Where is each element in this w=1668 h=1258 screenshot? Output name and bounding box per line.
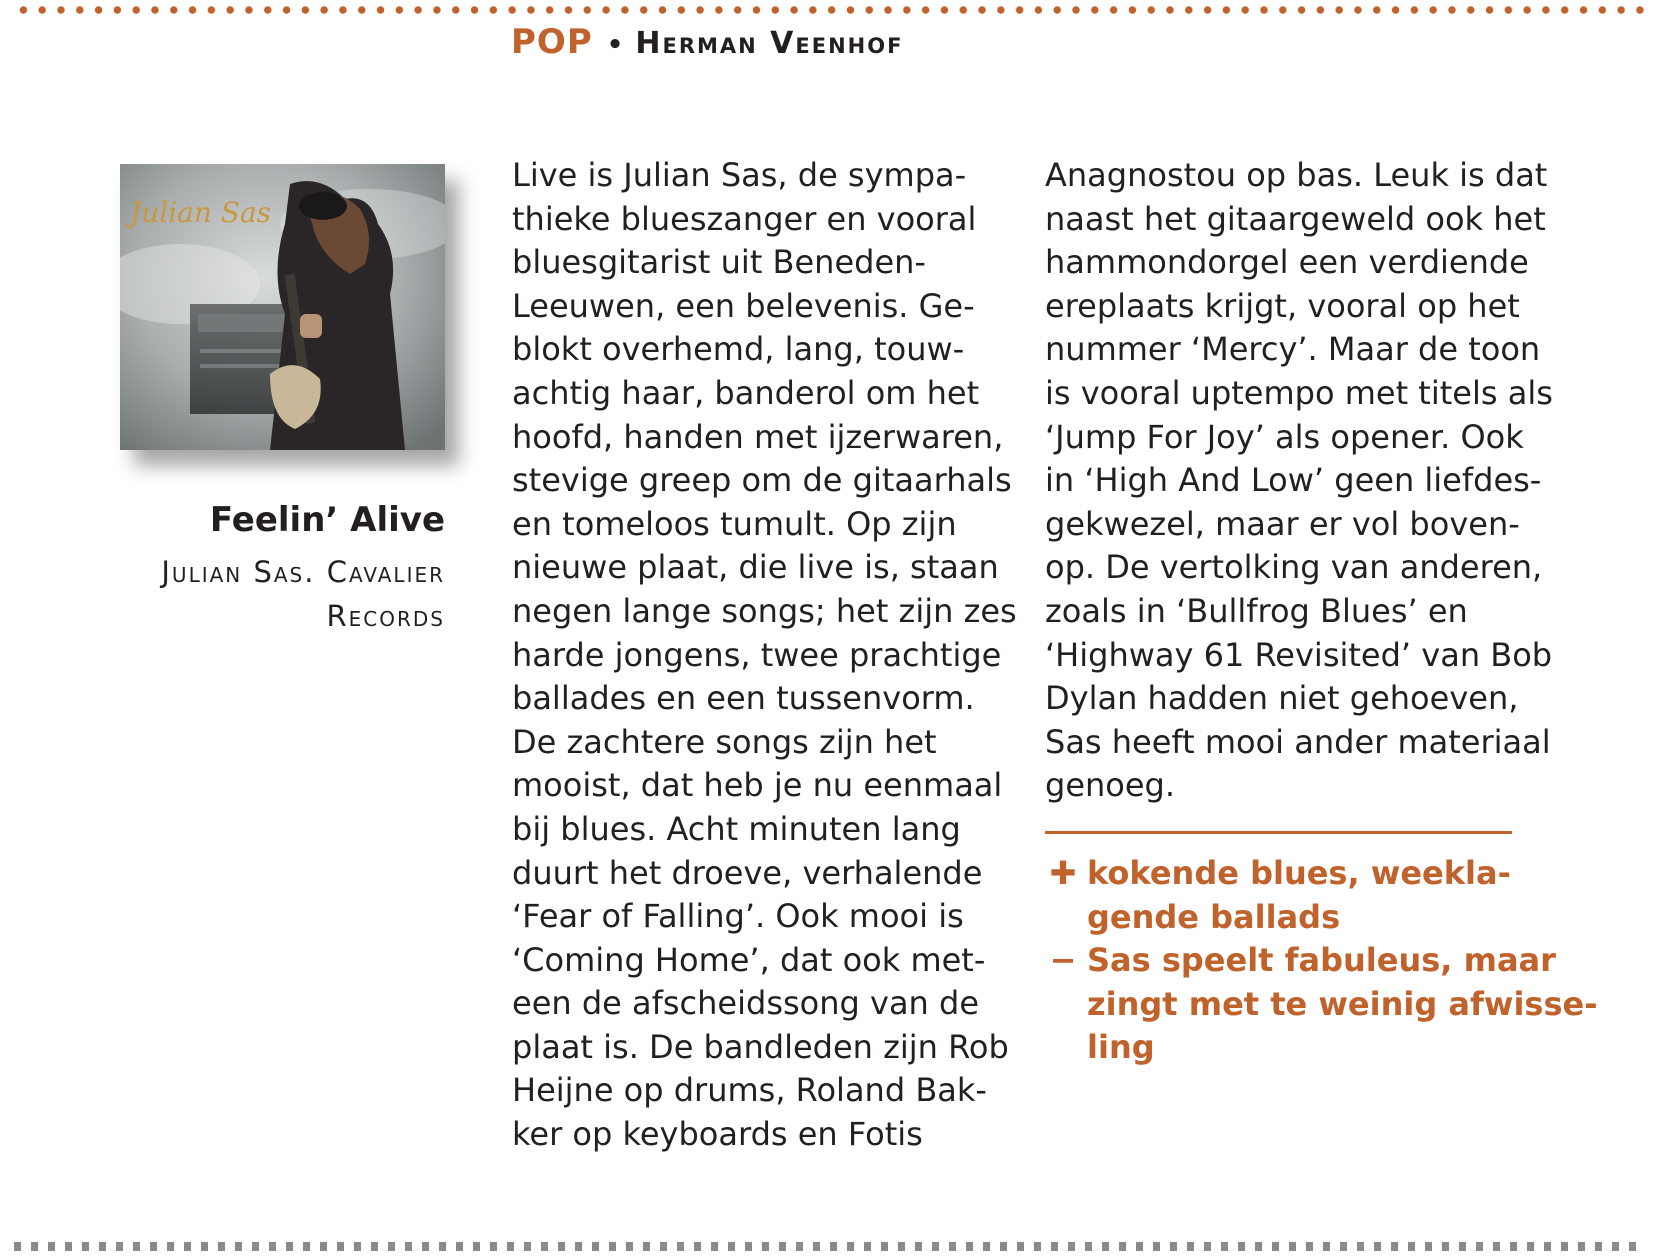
verdict-minus-line: zingt met te weinig afwisse- — [1087, 984, 1598, 1023]
text-line: mooist, dat heb je nu eenmaal — [512, 766, 1003, 805]
text-line: ereplaats krijgt, vooral op het — [1045, 286, 1520, 325]
text-line: De zachtere songs zijn het — [512, 722, 937, 761]
text-line: Live is Julian Sas, de sympa- — [512, 156, 967, 194]
album-info — [100, 550, 445, 638]
verdict-minus-line: ling — [1087, 1028, 1155, 1067]
minus-icon: − — [1049, 941, 1077, 980]
text-line: ker op keyboards en Fotis — [512, 1115, 923, 1154]
review-column-1 — [512, 154, 1032, 1157]
text-line: in ‘High And Low’ geen liefdes- — [1045, 461, 1542, 500]
album-title: Feelin’ Alive — [209, 500, 445, 540]
text-line: is vooral uptempo met titels als — [1045, 373, 1553, 412]
text-line: op. De vertolking van anderen, — [1045, 548, 1543, 587]
text-line: en tomeloos tumult. Op zijn — [512, 504, 957, 543]
top-dotted-border — [14, 3, 1644, 17]
text-line: plaat is. De bandleden zijn Rob — [512, 1027, 1009, 1066]
page-header — [511, 22, 903, 72]
text-line: Leeuwen, een belevenis. Ge- — [512, 286, 975, 325]
verdict-plus-line: kokende blues, weekla- — [1087, 854, 1511, 892]
author-name: Herman Veenhof — [635, 26, 904, 61]
section-label: POP — [511, 22, 593, 62]
review-column-2 — [1045, 154, 1565, 808]
text-line: naast het gitaargeweld ook het — [1045, 199, 1546, 238]
header-separator: • — [606, 30, 624, 60]
text-line: Anagnostou op bas. Leuk is dat — [1045, 156, 1548, 194]
text-line: Sas heeft mooi ander materiaal — [1045, 722, 1551, 761]
text-line: hoofd, handen met ijzerwaren, — [512, 417, 1004, 456]
text-line: ‘Jump For Joy’ als opener. Ook — [1045, 417, 1524, 456]
text-line: ‘Coming Home’, dat ook met- — [512, 940, 986, 979]
text-line: genoeg. — [1045, 766, 1176, 805]
verdict-divider — [1045, 831, 1512, 834]
text-line: negen lange songs; het zijn zes — [512, 591, 1017, 630]
text-line: duurt het droeve, verhalende — [512, 853, 983, 892]
cover-artist-text: Julian Sas — [130, 196, 272, 229]
text-line: Heijne op drums, Roland Bak- — [512, 1071, 987, 1110]
text-line: ballades en een tussenvorm. — [512, 679, 975, 718]
verdict-minus — [1045, 939, 1598, 1070]
verdict-plus — [1045, 852, 1565, 939]
plus-icon: ✚ — [1049, 854, 1077, 892]
album-cover — [120, 164, 445, 450]
text-line: gekwezel, maar er vol boven- — [1045, 504, 1520, 543]
text-line: nummer ‘Mercy’. Maar de toon — [1045, 330, 1541, 369]
album-info-line: Records — [326, 599, 445, 633]
text-line: Dylan hadden niet gehoeven, — [1045, 679, 1519, 718]
bottom-dotted-border — [14, 1242, 1644, 1251]
text-line: achtig haar, banderol om het — [512, 373, 980, 412]
album-info-line: Julian Sas. Cavalier — [161, 555, 445, 589]
verdict-plus-line: gende ballads — [1087, 897, 1341, 936]
text-line: stevige greep om de gitaarhals — [512, 461, 1012, 500]
text-line: een de afscheidssong van de — [512, 984, 979, 1023]
text-line: ‘Fear of Falling’. Ook mooi is — [512, 897, 964, 936]
text-line: ‘Highway 61 Revisited’ van Bob — [1045, 635, 1553, 674]
album-cover-image — [120, 164, 445, 450]
text-line: blokt overhemd, lang, touw- — [512, 330, 965, 369]
text-line: hammondorgel een verdiende — [1045, 243, 1529, 282]
text-line: bij blues. Acht minuten lang — [512, 809, 961, 848]
text-line: zoals in ‘Bullfrog Blues’ en — [1045, 591, 1468, 630]
verdict-box — [1045, 852, 1598, 1070]
text-line: bluesgitarist uit Beneden- — [512, 243, 926, 282]
text-line: thieke blueszanger en vooral — [512, 199, 977, 238]
text-line: harde jongens, twee prachtige — [512, 635, 1002, 674]
text-line: nieuwe plaat, die live is, staan — [512, 548, 999, 587]
verdict-minus-line: Sas speelt fabuleus, maar — [1087, 941, 1556, 980]
